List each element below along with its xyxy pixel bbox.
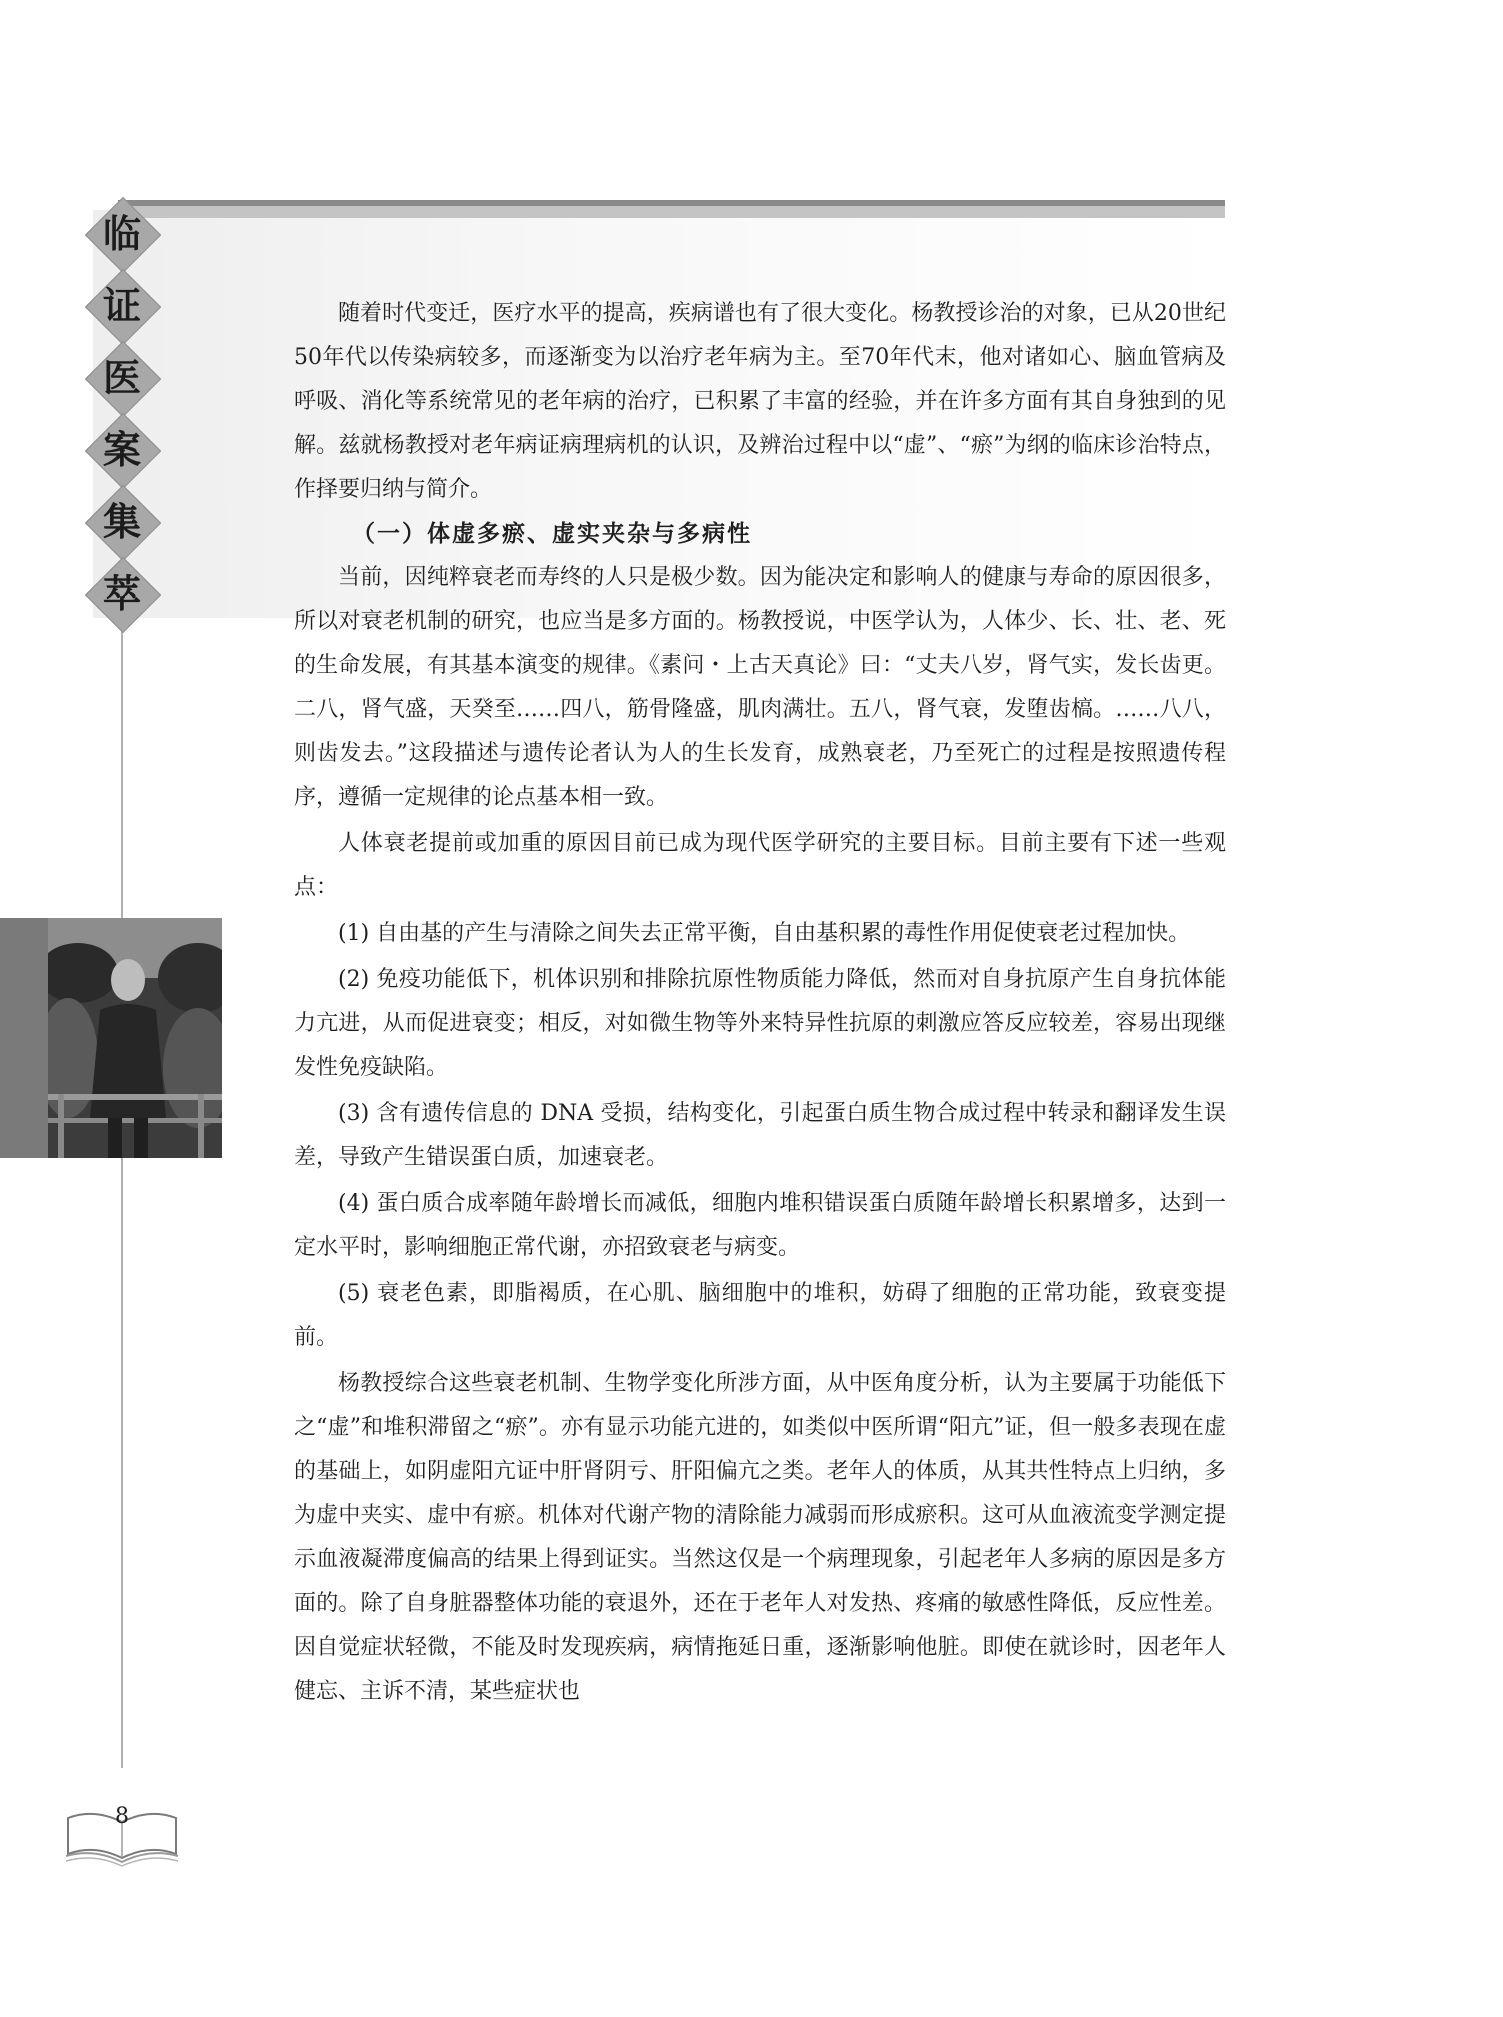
- list-item: (2) 免疫功能低下，机体识别和排除抗原性物质能力降低，然而对自身抗原产生自身抗体能力亢进，从而促进衰变；相反，对如微生物等外来特异性抗原的刺激应答反应较差，容易出现继发性免疫缺陷。: [294, 967, 1226, 1080]
- paragraph: 当前，因纯粹衰老而寿终的人只是极少数。因为能决定和影响人的健康与寿命的原因很多，所以对衰老机制的研究，也应当是多方面的。杨教授说，中医学认为，人体少、长、壮、老、死的生命发展，有其基本演变的规律。《素问・上古天真论》曰：“丈夫八岁，肾气实，发长齿更。二八，肾气盛，天癸至……四八，筋骨隆盛，肌肉满壮。五八，肾气衰，发堕齿槁。……八八，则齿发去。”这段描述与遗传论者认为人的生长发育，成熟衰老，乃至死亡的过程是按照遗传程序，遵循一定规律的论点基本相一致。: [294, 565, 1226, 810]
- series-title-char: 临: [86, 198, 158, 270]
- series-title: [86, 198, 158, 630]
- section-heading: （一）体虚多瘀、虚实夹杂与多病性: [352, 520, 752, 547]
- series-title-char: 萃: [86, 558, 158, 630]
- page-number: 8: [115, 1804, 129, 1829]
- list-item: (5) 衰老色素，即脂褐质，在心肌、脑细胞中的堆积，妨碍了细胞的正常功能，致衰变提前。: [294, 1281, 1226, 1350]
- series-title-char: 集: [86, 486, 158, 558]
- margin-spine-line: [121, 618, 123, 1768]
- list-item: (3) 含有遗传信息的 DNA 受损，结构变化，引起蛋白质生物合成过程中转录和翻译发生误差，导致产生错误蛋白质，加速衰老。: [294, 1101, 1226, 1170]
- series-title-char: 医: [86, 342, 158, 414]
- body-text: [294, 292, 1226, 1714]
- paragraph: 随着时代变迁，医疗水平的提高，疾病谱也有了很大变化。杨教授诊治的对象，已从20世纪50年代以传染病较多，而逐渐变为以治疗老年病为主。至70年代末，他对诸如心、脑血管病及呼吸、消化等系统常见的老年病的治疗，已积累了丰富的经验，并在许多方面有其自身独到的见解。兹就杨教授对老年病证病理病机的认识，及辨治过程中以“虚”、“瘀”为纲的临床诊治特点，作择要归纳与简介。: [294, 301, 1226, 502]
- series-title-char: 证: [86, 270, 158, 342]
- portrait-photo: [48, 918, 222, 1158]
- paragraph: 人体衰老提前或加重的原因目前已成为现代医学研究的主要目标。目前主要有下述一些观点：: [294, 831, 1226, 900]
- series-title-char: 案: [86, 414, 158, 486]
- photo-side-band: [0, 918, 50, 1158]
- page-number-badge: [64, 1798, 180, 1868]
- top-rule-light: [118, 206, 1225, 218]
- paragraph: 杨教授综合这些衰老机制、生物学变化所涉方面，从中医角度分析，认为主要属于功能低下之“虚”和堆积滞留之“瘀”。亦有显示功能亢进的，如类似中医所谓“阳亢”证，但一般多表现在虚的基础上，如阴虚阳亢证中肝肾阴亏、肝阳偏亢之类。老年人的体质，从其共性特点上归纳，多为虚中夹实、虚中有瘀。机体对代谢产物的清除能力减弱而形成瘀积。这可从血液流变学测定提示血液凝滞度偏高的结果上得到证实。当然这仅是一个病理现象，引起老年人多病的原因是多方面的。除了自身脏器整体功能的衰退外，还在于老年人对发热、疼痛的敏感性降低，反应性差。因自觉症状轻微，不能及时发现疾病，病情拖延日重，逐渐影响他脏。即使在就诊时，因老年人健忘、主诉不清，某些症状也: [294, 1371, 1226, 1704]
- list-item: (4) 蛋白质合成率随年龄增长而减低，细胞内堆积错误蛋白质随年龄增长积累增多，达到一定水平时，影响细胞正常代谢，亦招致衰老与病变。: [294, 1191, 1226, 1260]
- list-item: (1) 自由基的产生与清除之间失去正常平衡，自由基积累的毒性作用促使衰老过程加快。: [338, 921, 1191, 946]
